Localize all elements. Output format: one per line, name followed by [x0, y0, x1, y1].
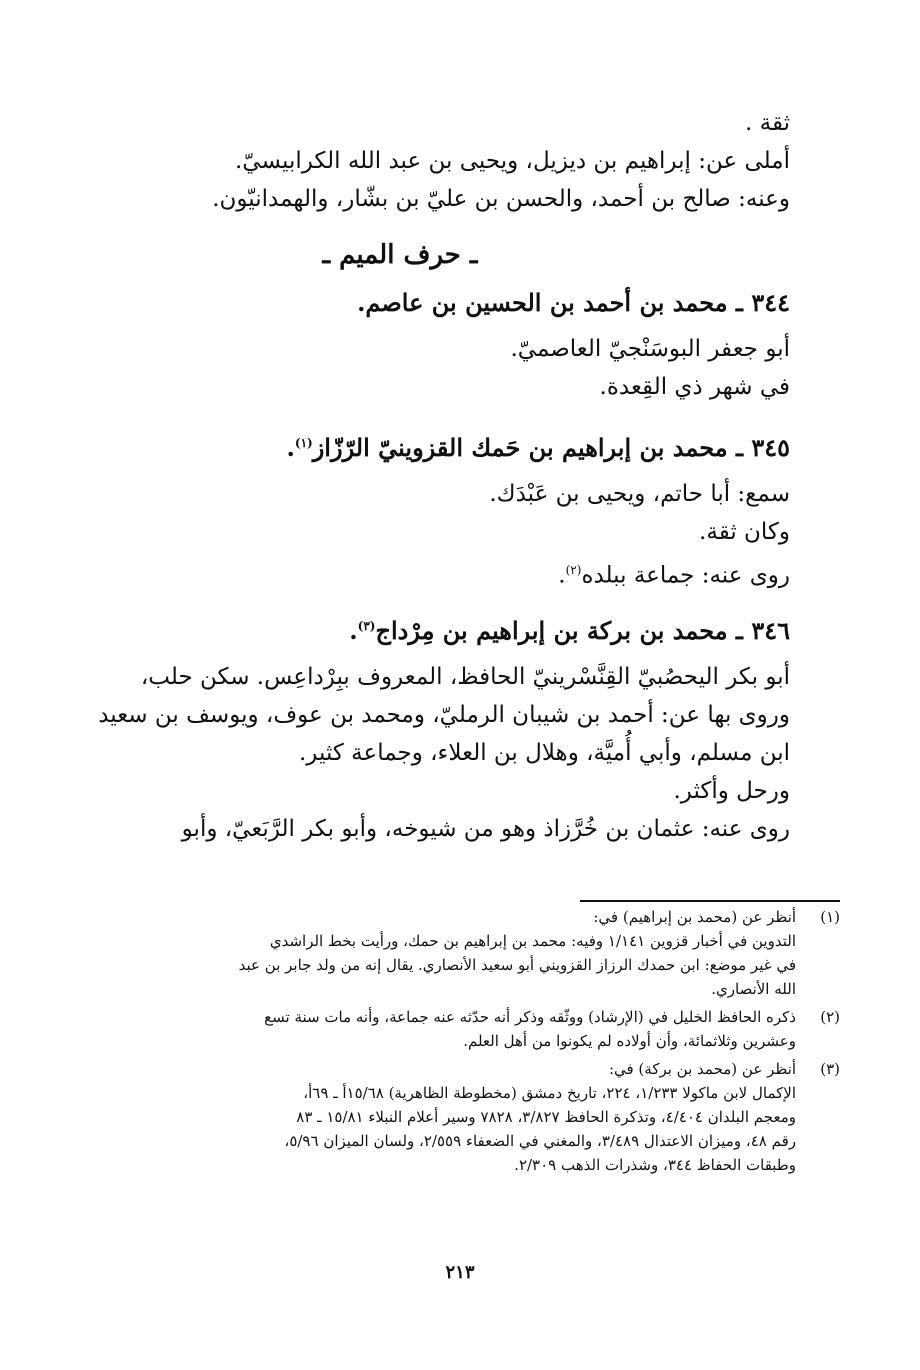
footnote-line: التدوين في أخبار قزوين ١/١٤١ وفيه: محمد بن إبراهيم بن حمك، ورأيت بخط الراشدي	[269, 932, 796, 950]
footnote-marker: (١)	[294, 436, 313, 450]
footnote-line: ذكره الحافظ الخليل في (الإرشاد) ووثّقه وذكر أنه حدّثه عنه جماعة، وأنه مات سنة تسع	[264, 1008, 796, 1026]
entry-344-line: أبو جعفر البوسَنْجيّ العاصميّ.	[510, 336, 790, 362]
entry-345-title-text: ٣٤٥ ـ محمد بن إبراهيم بن حَمك القزوينيّ الرّزّاز	[312, 433, 790, 462]
footnote-line: أنظر عن (محمد بن إبراهيم) في:	[593, 908, 796, 926]
footnote-number: (٣)	[820, 1060, 840, 1078]
entry-345-title	[90, 428, 790, 463]
entry-346-line: روى عنه: عثمان بن خُرَّزاذ وهو من شيوخه، وأبو بكر الرَّبَعيّ، وأبو	[181, 816, 790, 842]
entry-345-line	[90, 555, 790, 593]
footnote-number: (٢)	[820, 1008, 840, 1026]
entry-346-line: وروى بها عن: أحمد بن شيبان الرمليّ، ومحمد بن عوف، ويوسف بن سعيد	[98, 702, 790, 728]
entry-345-title-end: .	[286, 433, 295, 462]
footnote-line: الإكمال لابن ماكولا ١/٢٣٣، ٢٢٤، تاريخ دمشق (مخطوطة الظاهرية) ١٥/٦٨أ ـ ٦٩أ،	[303, 1084, 796, 1102]
footnote-body	[80, 905, 796, 1001]
footnote-body	[80, 1057, 796, 1177]
footnote-line: وطبقات الحفاظ ٣٤٤، وشذرات الذهب ٢/٣٠٩.	[514, 1156, 796, 1174]
text-line: أملى عن: إبراهيم بن ديزيل، ويحيى بن عبد الله الكرابيسيّ.	[235, 148, 790, 174]
footnote-body	[80, 1005, 796, 1053]
page-number: ٢١٣	[445, 1262, 475, 1283]
footnote-line: ومعجم البلدان ٤/٤٠٤، وتذكرة الحافظ ٣/٨٢٧، ٧٨٢٨ وسير أعلام النبلاء ١٥/٨١ ـ ٨٣	[296, 1108, 796, 1126]
footnote-2	[80, 1005, 840, 1053]
entry-345-last-text: روى عنه: جماعة ببلده	[581, 562, 790, 589]
entry-344-line: في شهر ذي القِعدة.	[599, 374, 790, 400]
footnote-line: الله الأنصاري.	[711, 980, 796, 998]
entry-346-line: ورحل وأكثر.	[673, 778, 790, 804]
footnotes	[80, 905, 840, 1181]
footnote-line: رقم ٤٨، وميزان الاعتدال ٣/٤٨٩، والمغني في الضعفاء ٢/٥٥٩، ولسان الميزان ٥/٩٦،	[284, 1132, 796, 1150]
footnote-number: (١)	[820, 908, 840, 926]
text-line: ثقة .	[745, 110, 790, 136]
entry-346-title-text: ٣٤٦ ـ محمد بن بركة بن إبراهيم بن مِرْداج	[375, 616, 790, 645]
footnote-3	[80, 1057, 840, 1177]
footnote-marker: (٣)	[357, 619, 376, 633]
entry-346-line: أبو بكر اليحصُبيّ القِنَّسْرينيّ الحافظ، المعروف ببِرْداعِس. سكن حلب،	[140, 664, 790, 690]
entry-344-title: ٣٤٤ ـ محمد بن أحمد بن الحسين بن عاصم.	[357, 288, 790, 317]
footnote-line: أنظر عن (محمد بن بركة) في:	[608, 1060, 796, 1078]
section-heading: ـ حرف الميم ـ	[322, 240, 478, 270]
entry-345-line: سمع: أبا حاتم، ويحيى بن عَبْدَك.	[489, 481, 790, 507]
footnote-1	[80, 905, 840, 1001]
footnote-marker: (٢)	[565, 563, 582, 577]
footnote-divider	[580, 900, 840, 902]
entry-345-line: وكان ثقة.	[699, 519, 790, 545]
footnote-line: في غير موضع: ابن حمدك الرزاز القزويني أبو سعيد الأنصاري. يقال إنه من ولد جابر بن عبد	[238, 956, 796, 974]
entry-346-line: ابن مسلم، وأبي أُميَّة، وهلال بن العلاء، وجماعة كثير.	[299, 740, 790, 766]
entry-345-last-end: .	[558, 562, 566, 589]
footnote-line: وعشرين وثلاثمائة، وأن أولاده لم يكونوا من أهل العلم.	[463, 1032, 796, 1050]
entry-346-title-end: .	[349, 616, 358, 645]
text-line: وعنه: صالح بن أحمد، والحسن بن عليّ بن بشّار، والهمدانيّون.	[212, 186, 790, 212]
main-text	[90, 108, 790, 852]
entry-346-title	[90, 611, 790, 646]
